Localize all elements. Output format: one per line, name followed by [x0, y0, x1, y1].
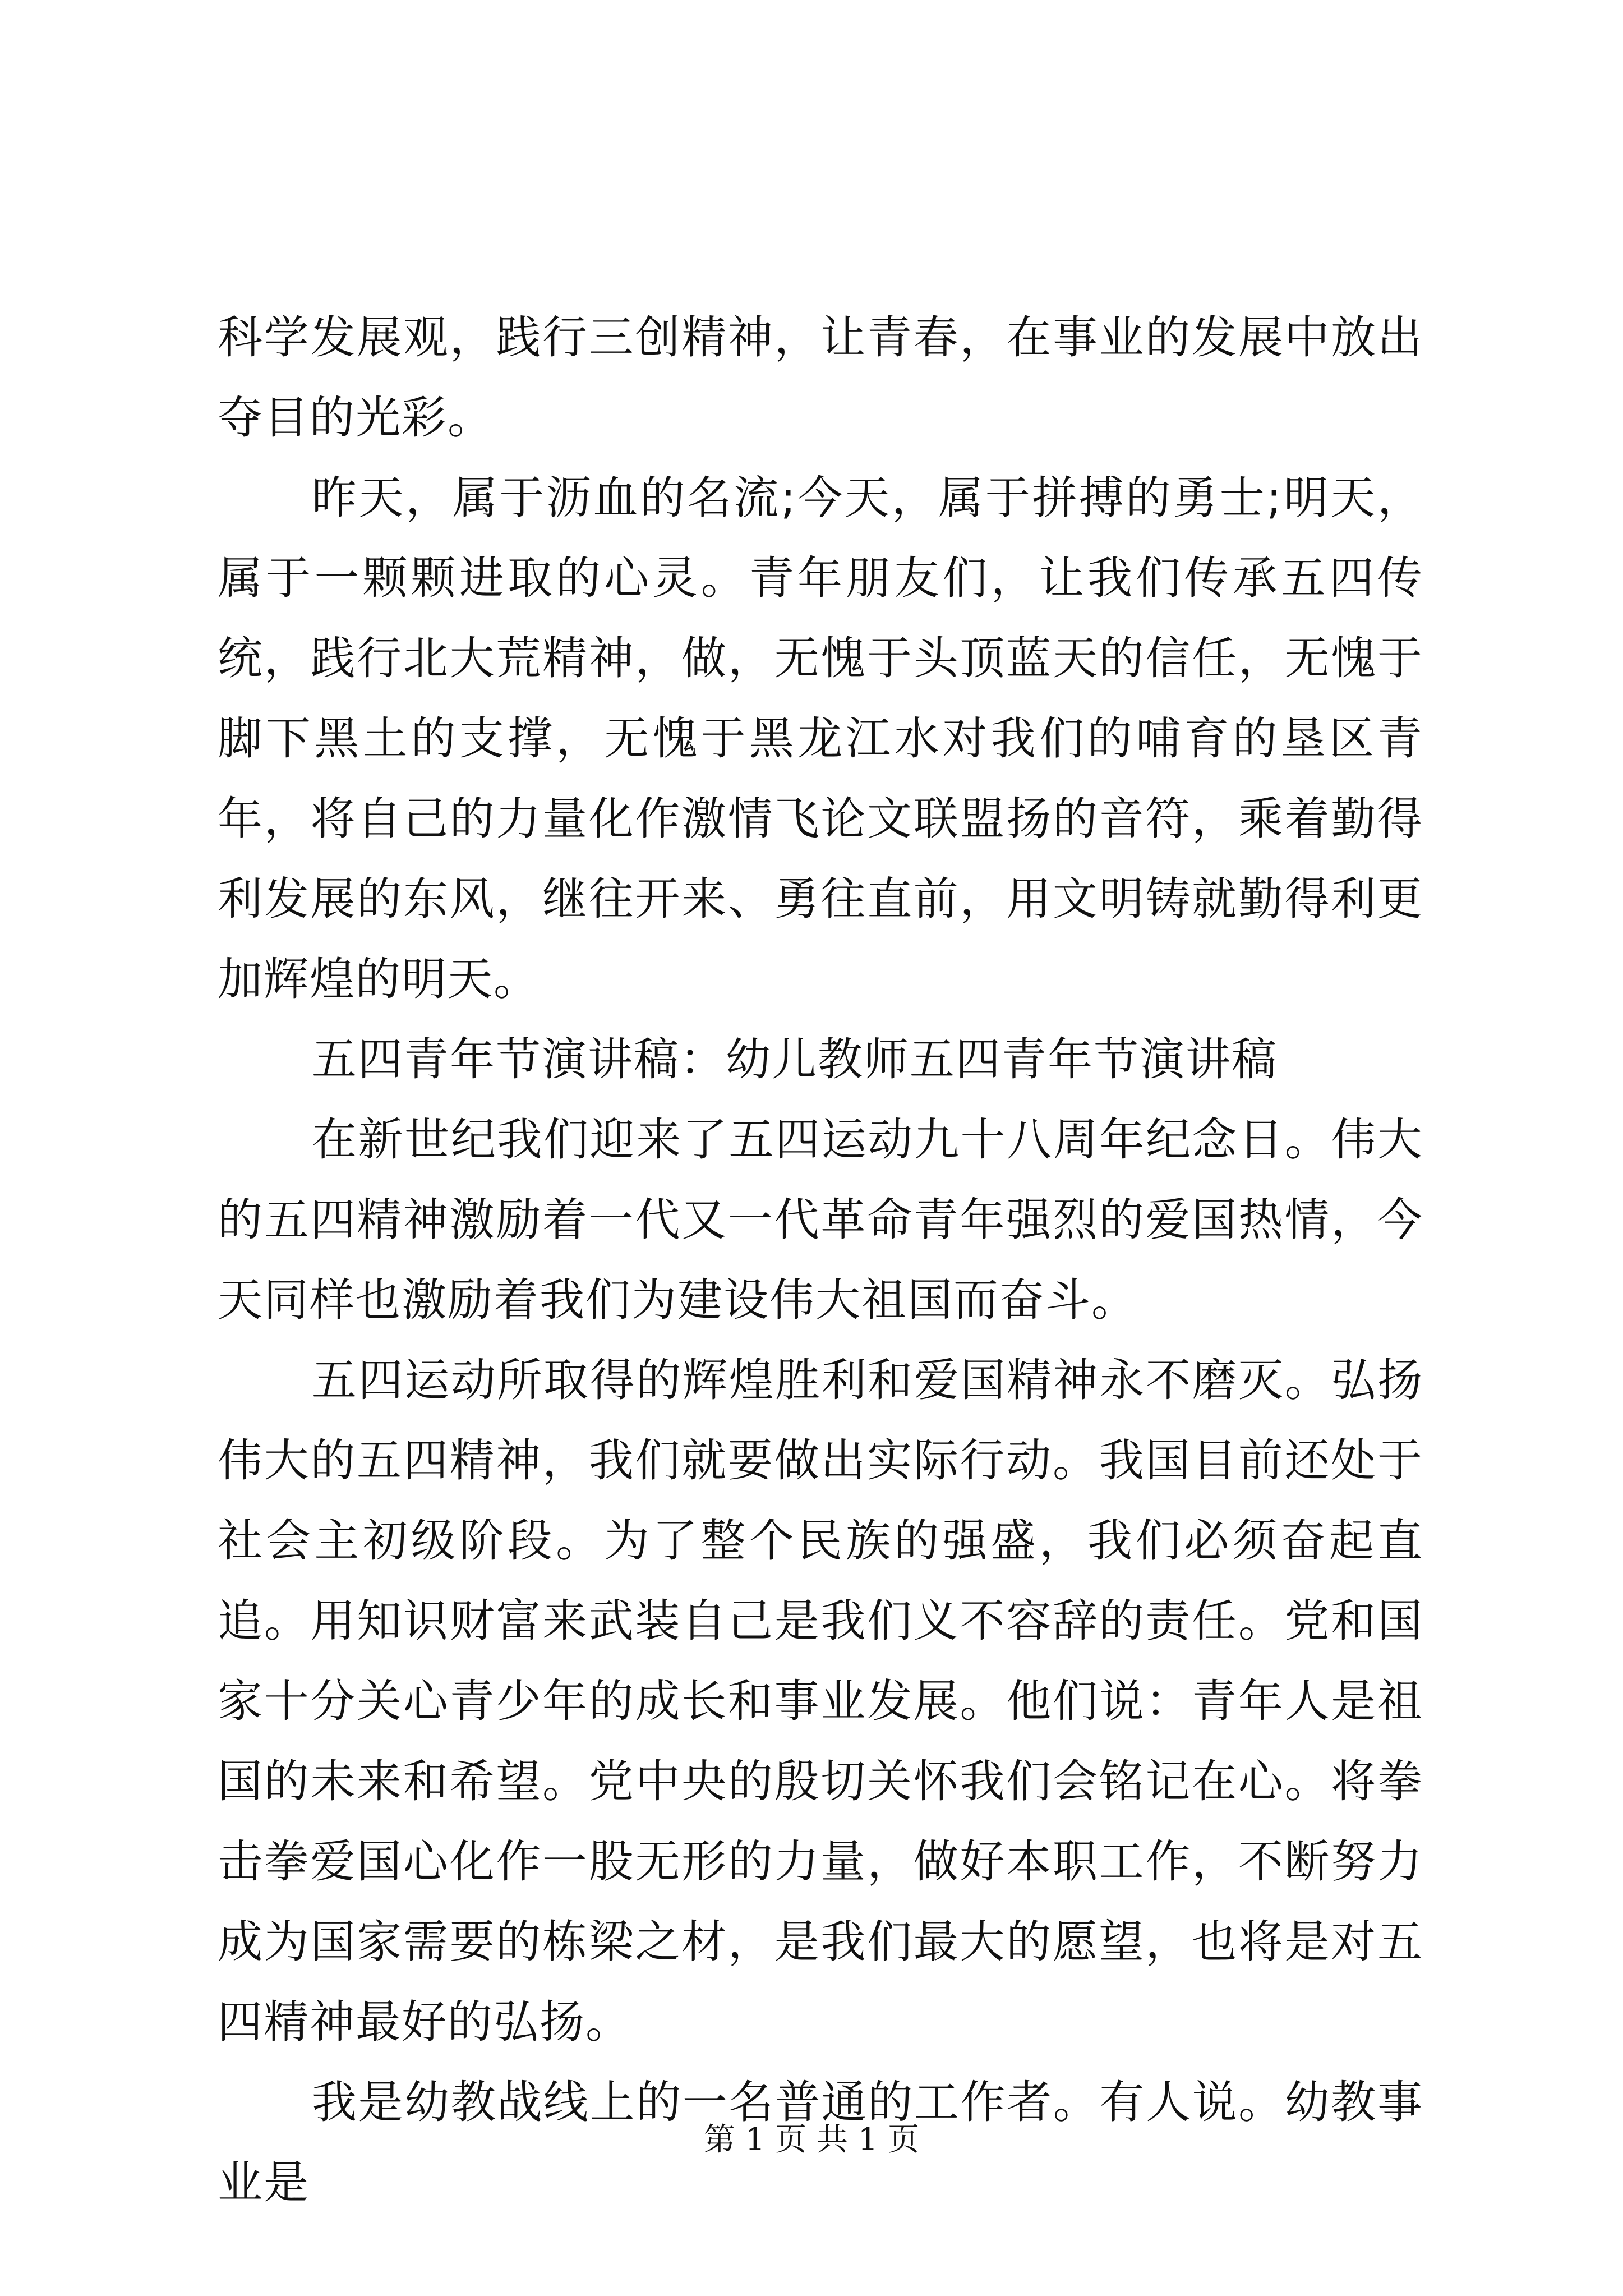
paragraph-5: 我是幼教战线上的一名普通的工作者。有人说。幼教事业是 — [218, 2076, 1423, 2208]
paragraph-3: 在新世纪我们迎来了五四运动九十八周年纪念日。伟大的五四精神激励着一代又一代革命青年强烈的爱国热情，今天同样也激励着我们为建设伟大祖国而奋斗。 — [218, 1114, 1423, 1326]
document-body — [218, 297, 1423, 2223]
page-number-label: 第 1 页 共 1 页 — [703, 2122, 920, 2158]
page-footer — [0, 2120, 1623, 2160]
paragraph-2: 昨天，属于沥血的名流;今天，属于拼搏的勇士;明天，属于一颗颗进取的心灵。青年朋友们，让我们传承五四传统，践行北大荒精神，做，无愧于头顶蓝天的信任，无愧于脚下黑土的支撑，无愧于黑龙江水对我们的哺育的垦区青年，将自己的力量化作激情飞论文联盟扬的音符，乘着勤得利发展的东风，继往开来、勇往直前，用文明铸就勤得利更加辉煌的明天。 — [218, 472, 1423, 1005]
section-heading: 五四青年节演讲稿：幼儿教师五四青年节演讲稿 — [312, 1033, 1278, 1085]
paragraph-4: 五四运动所取得的辉煌胜利和爱国精神永不磨灭。弘扬伟大的五四精神，我们就要做出实际行动。我国目前还处于社会主初级阶段。为了整个民族的强盛，我们必须奋起直追。用知识财富来武装自己是我们义不容辞的责任。党和国家十分关心青少年的成长和事业发展。他们说：青年人是祖国的未来和希望。党中央的殷切关怀我们会铭记在心。将拳击拳爱国心化作一股无形的力量，做好本职工作，不断努力成为国家需要的栋梁之材，是我们最大的愿望，也将是对五四精神最好的弘扬。 — [218, 1354, 1423, 2048]
paragraph-1: 科学发展观，践行三创精神，让青春，在事业的发展中放出夺目的光彩。 — [218, 311, 1423, 444]
